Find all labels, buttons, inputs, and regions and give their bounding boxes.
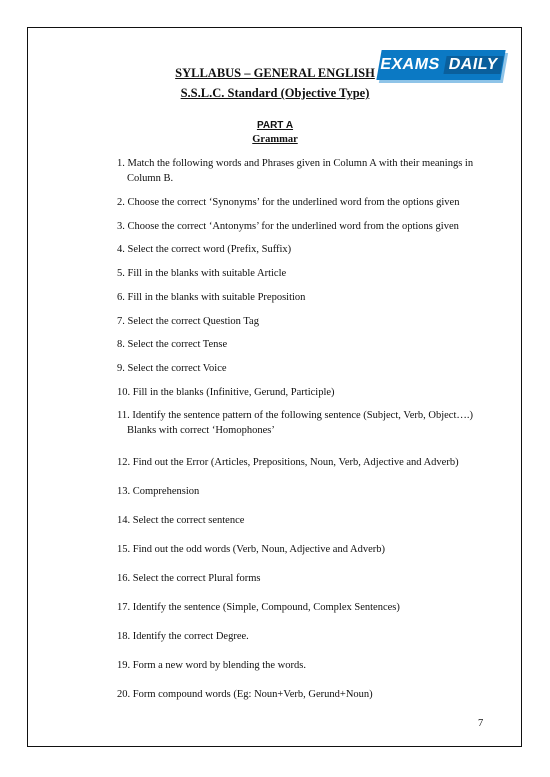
syllabus-item — [117, 266, 482, 281]
item-text: 19. Form a new word by blending the words. — [117, 660, 306, 671]
item-text: 9. Select the correct Voice — [117, 363, 227, 374]
logo-word-daily: DAILY — [443, 56, 503, 74]
item-continuation: Column B. — [127, 173, 174, 184]
item-text: 6. Fill in the blanks with suitable Preposition — [117, 292, 306, 303]
item-text: 2. Choose the correct ‘Synonyms’ for the underlined word from the options given — [117, 197, 460, 208]
item-text: 4. Select the correct word (Prefix, Suffix) — [117, 244, 292, 255]
item-text: 11. Identify the sentence pattern of the following sentence (Subject, Verb, Object….) — [117, 410, 474, 421]
syllabus-item — [117, 513, 482, 528]
document-subtitle: S.S.L.C. Standard (Objective Type) — [180, 86, 370, 100]
syllabus-item — [117, 314, 482, 329]
item-text: 15. Find out the odd words (Verb, Noun, Adjective and Adverb) — [117, 544, 386, 555]
item-text: 18. Identify the correct Degree. — [117, 631, 249, 642]
syllabus-item — [117, 484, 482, 499]
syllabus-item — [117, 455, 482, 470]
item-text: 14. Select the correct sentence — [117, 515, 245, 526]
part-heading: PART A — [256, 120, 294, 131]
syllabus-item — [117, 687, 482, 702]
item-text: 10. Fill in the blanks (Infinitive, Gerund, Participle) — [117, 387, 335, 398]
syllabus-item — [117, 156, 482, 186]
syllabus-item — [117, 195, 482, 210]
section-heading: Grammar — [252, 134, 298, 145]
item-text: 13. Comprehension — [117, 486, 200, 497]
syllabus-item — [117, 242, 482, 257]
item-text: 17. Identify the sentence (Simple, Compound, Complex Sentences) — [117, 602, 400, 613]
item-text: 1. Match the following words and Phrases given in Column A with their meanings in — [117, 158, 474, 169]
item-continuation: Blanks with correct ‘Homophones’ — [127, 425, 275, 436]
item-text: 8. Select the correct Tense — [117, 339, 228, 350]
syllabus-item — [117, 408, 482, 438]
page-number: 7 — [478, 718, 484, 729]
syllabus-item — [117, 600, 482, 615]
item-text: 3. Choose the correct ‘Antonyms’ for the underlined word from the options given — [117, 221, 459, 232]
syllabus-item — [117, 542, 482, 557]
syllabus-item — [117, 361, 482, 376]
item-text: 5. Fill in the blanks with suitable Article — [117, 268, 287, 279]
item-text: 12. Find out the Error (Articles, Prepositions, Noun, Verb, Adjective and Adverb) — [117, 457, 459, 468]
syllabus-item — [117, 385, 482, 400]
syllabus-item — [117, 290, 482, 305]
syllabus-item — [117, 658, 482, 673]
item-text: 16. Select the correct Plural forms — [117, 573, 261, 584]
syllabus-item — [117, 337, 482, 352]
document-title: SYLLABUS – GENERAL ENGLISH — [175, 66, 375, 80]
syllabus-item — [117, 219, 482, 234]
item-text: 20. Form compound words (Eg: Noun+Verb, Gerund+Noun) — [117, 689, 373, 700]
syllabus-item — [117, 571, 482, 586]
item-text: 7. Select the correct Question Tag — [117, 316, 259, 327]
syllabus-item — [117, 629, 482, 644]
logo-word-exams: EXAMS — [378, 56, 442, 73]
